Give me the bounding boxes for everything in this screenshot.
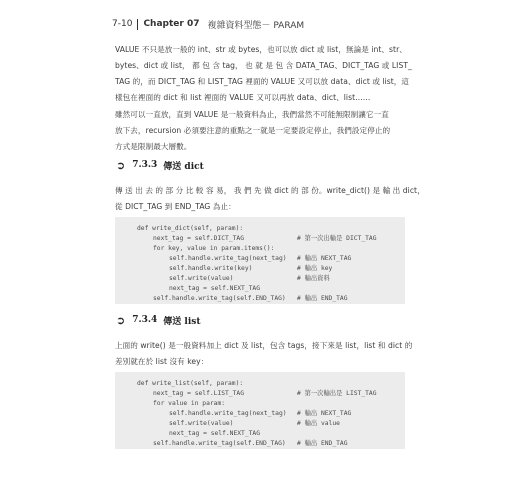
code-text: def write_list(self, param): xyxy=(137,380,244,387)
code-block-write-dict xyxy=(115,217,405,304)
text-line: 方式是限制最大層數。 xyxy=(115,142,192,151)
circled-arrow-icon: ➲ xyxy=(116,158,126,172)
code-text: self.handle.write_tag(next_tag) xyxy=(169,255,287,262)
text-line: 傳 送 出 去 的 部 分 比 較 容 易， 我 們 先 做 dict 的 部 份。write_dict() 是 輸 出 dict， xyxy=(115,186,425,195)
code-comment: # 第一次出輸是 DICT_TAG xyxy=(297,235,377,242)
code-line xyxy=(115,274,405,284)
code-line xyxy=(115,439,405,449)
paragraph-value-types xyxy=(115,42,412,106)
section-heading-dict xyxy=(116,158,204,172)
code-text: next_tag = self.NEXT_TAG xyxy=(169,430,260,437)
code-comment: # 輸出 END_TAG xyxy=(297,295,348,302)
code-comment: # 輸出 NEXT_TAG xyxy=(297,410,352,417)
code-line xyxy=(115,389,405,399)
text-line: VALUE 不只是放一般的 int、str 或 bytes，也可以放 dict 或 list，無論是 int、str、 xyxy=(115,45,407,54)
code-comment: # 輸出 END_TAG xyxy=(297,440,348,447)
section-heading-list xyxy=(116,313,200,327)
text-line: bytes、dict 或 list， 都 包 含 tag， 也 就 是 包 含 DATA_TAG、DICT_TAG 或 LIST_ xyxy=(115,61,412,70)
circled-arrow-icon: ➲ xyxy=(116,313,126,327)
code-line xyxy=(115,399,405,409)
text-line: 從 DICT_TAG 到 END_TAG 為止： xyxy=(115,202,236,211)
code-text: self.handle.write(key) xyxy=(169,265,253,272)
paragraph-list-intro xyxy=(115,338,413,370)
chapter-title: 複雜資料型態－ PARAM xyxy=(207,20,305,31)
code-line xyxy=(115,264,405,274)
code-text: self.handle.write_tag(self.END_TAG) xyxy=(153,295,286,302)
section-title: 傳送 list xyxy=(163,316,201,327)
code-block-write-list xyxy=(115,372,405,449)
code-text: def write_dict(self, param): xyxy=(137,225,244,232)
code-comment: # 輸出 value xyxy=(297,420,340,427)
paragraph-dict-intro xyxy=(115,183,425,215)
code-line xyxy=(115,294,405,304)
code-line xyxy=(115,429,405,439)
section-number: 7.3.4 xyxy=(132,315,158,325)
code-line xyxy=(115,244,405,254)
code-line xyxy=(115,409,405,419)
code-text: self.write(value) xyxy=(169,275,234,282)
code-comment: # 第一次輸出是 LIST_TAG xyxy=(297,390,377,397)
code-text: self.write(value) xyxy=(169,420,234,427)
page-header xyxy=(112,17,304,31)
code-comment: # 輸出 NEXT_TAG xyxy=(297,255,352,262)
code-text: for key, value in param.items(): xyxy=(153,245,275,252)
text-line: 雖然可以一直放，直到 VALUE 是一般資料為止，我們當然不可能無限制讓它一直 xyxy=(115,110,389,119)
header-divider xyxy=(137,19,138,30)
paragraph-recursion xyxy=(115,107,405,155)
section-number: 7.3.3 xyxy=(132,160,158,170)
code-line xyxy=(115,254,405,264)
text-line: 樣包在裡面的 dict 和 list 裡面的 VALUE 又可以再放 data、dict、list…… xyxy=(115,93,371,102)
code-comment: # 輸出資料 xyxy=(297,275,330,282)
code-line xyxy=(115,234,405,244)
chapter-label: Chapter 07 xyxy=(143,19,200,29)
code-text: self.handle.write_tag(self.END_TAG) xyxy=(153,440,286,447)
code-line xyxy=(115,284,405,294)
code-text: next_tag = self.DICT_TAG xyxy=(153,235,244,242)
code-text: self.handle.write_tag(next_tag) xyxy=(169,410,287,417)
code-text: next_tag = self.NEXT_TAG xyxy=(169,285,260,292)
text-line: 差別就在於 list 沒有 key： xyxy=(115,357,209,366)
text-line: 放下去，recursion 必須要注意的重點之一就是一定要設定停止，我們設定停止的 xyxy=(115,126,391,135)
code-text: for value in param: xyxy=(153,400,226,407)
page-number: 7-10 xyxy=(112,19,133,29)
code-line xyxy=(115,224,405,234)
code-comment: # 輸出 key xyxy=(297,265,333,272)
code-line xyxy=(115,379,405,389)
text-line: TAG 的，而 DICT_TAG 和 LIST_TAG 裡面的 VALUE 又可以放 data、dict 或 list，這 xyxy=(115,77,410,86)
code-text: next_tag = self.LIST_TAG xyxy=(153,390,244,397)
code-line xyxy=(115,419,405,429)
section-title: 傳送 dict xyxy=(163,161,204,172)
text-line: 上面的 write() 是一般資料加上 dict 及 list，包含 tags，接下來是 list，list 和 dict 的 xyxy=(115,341,413,350)
